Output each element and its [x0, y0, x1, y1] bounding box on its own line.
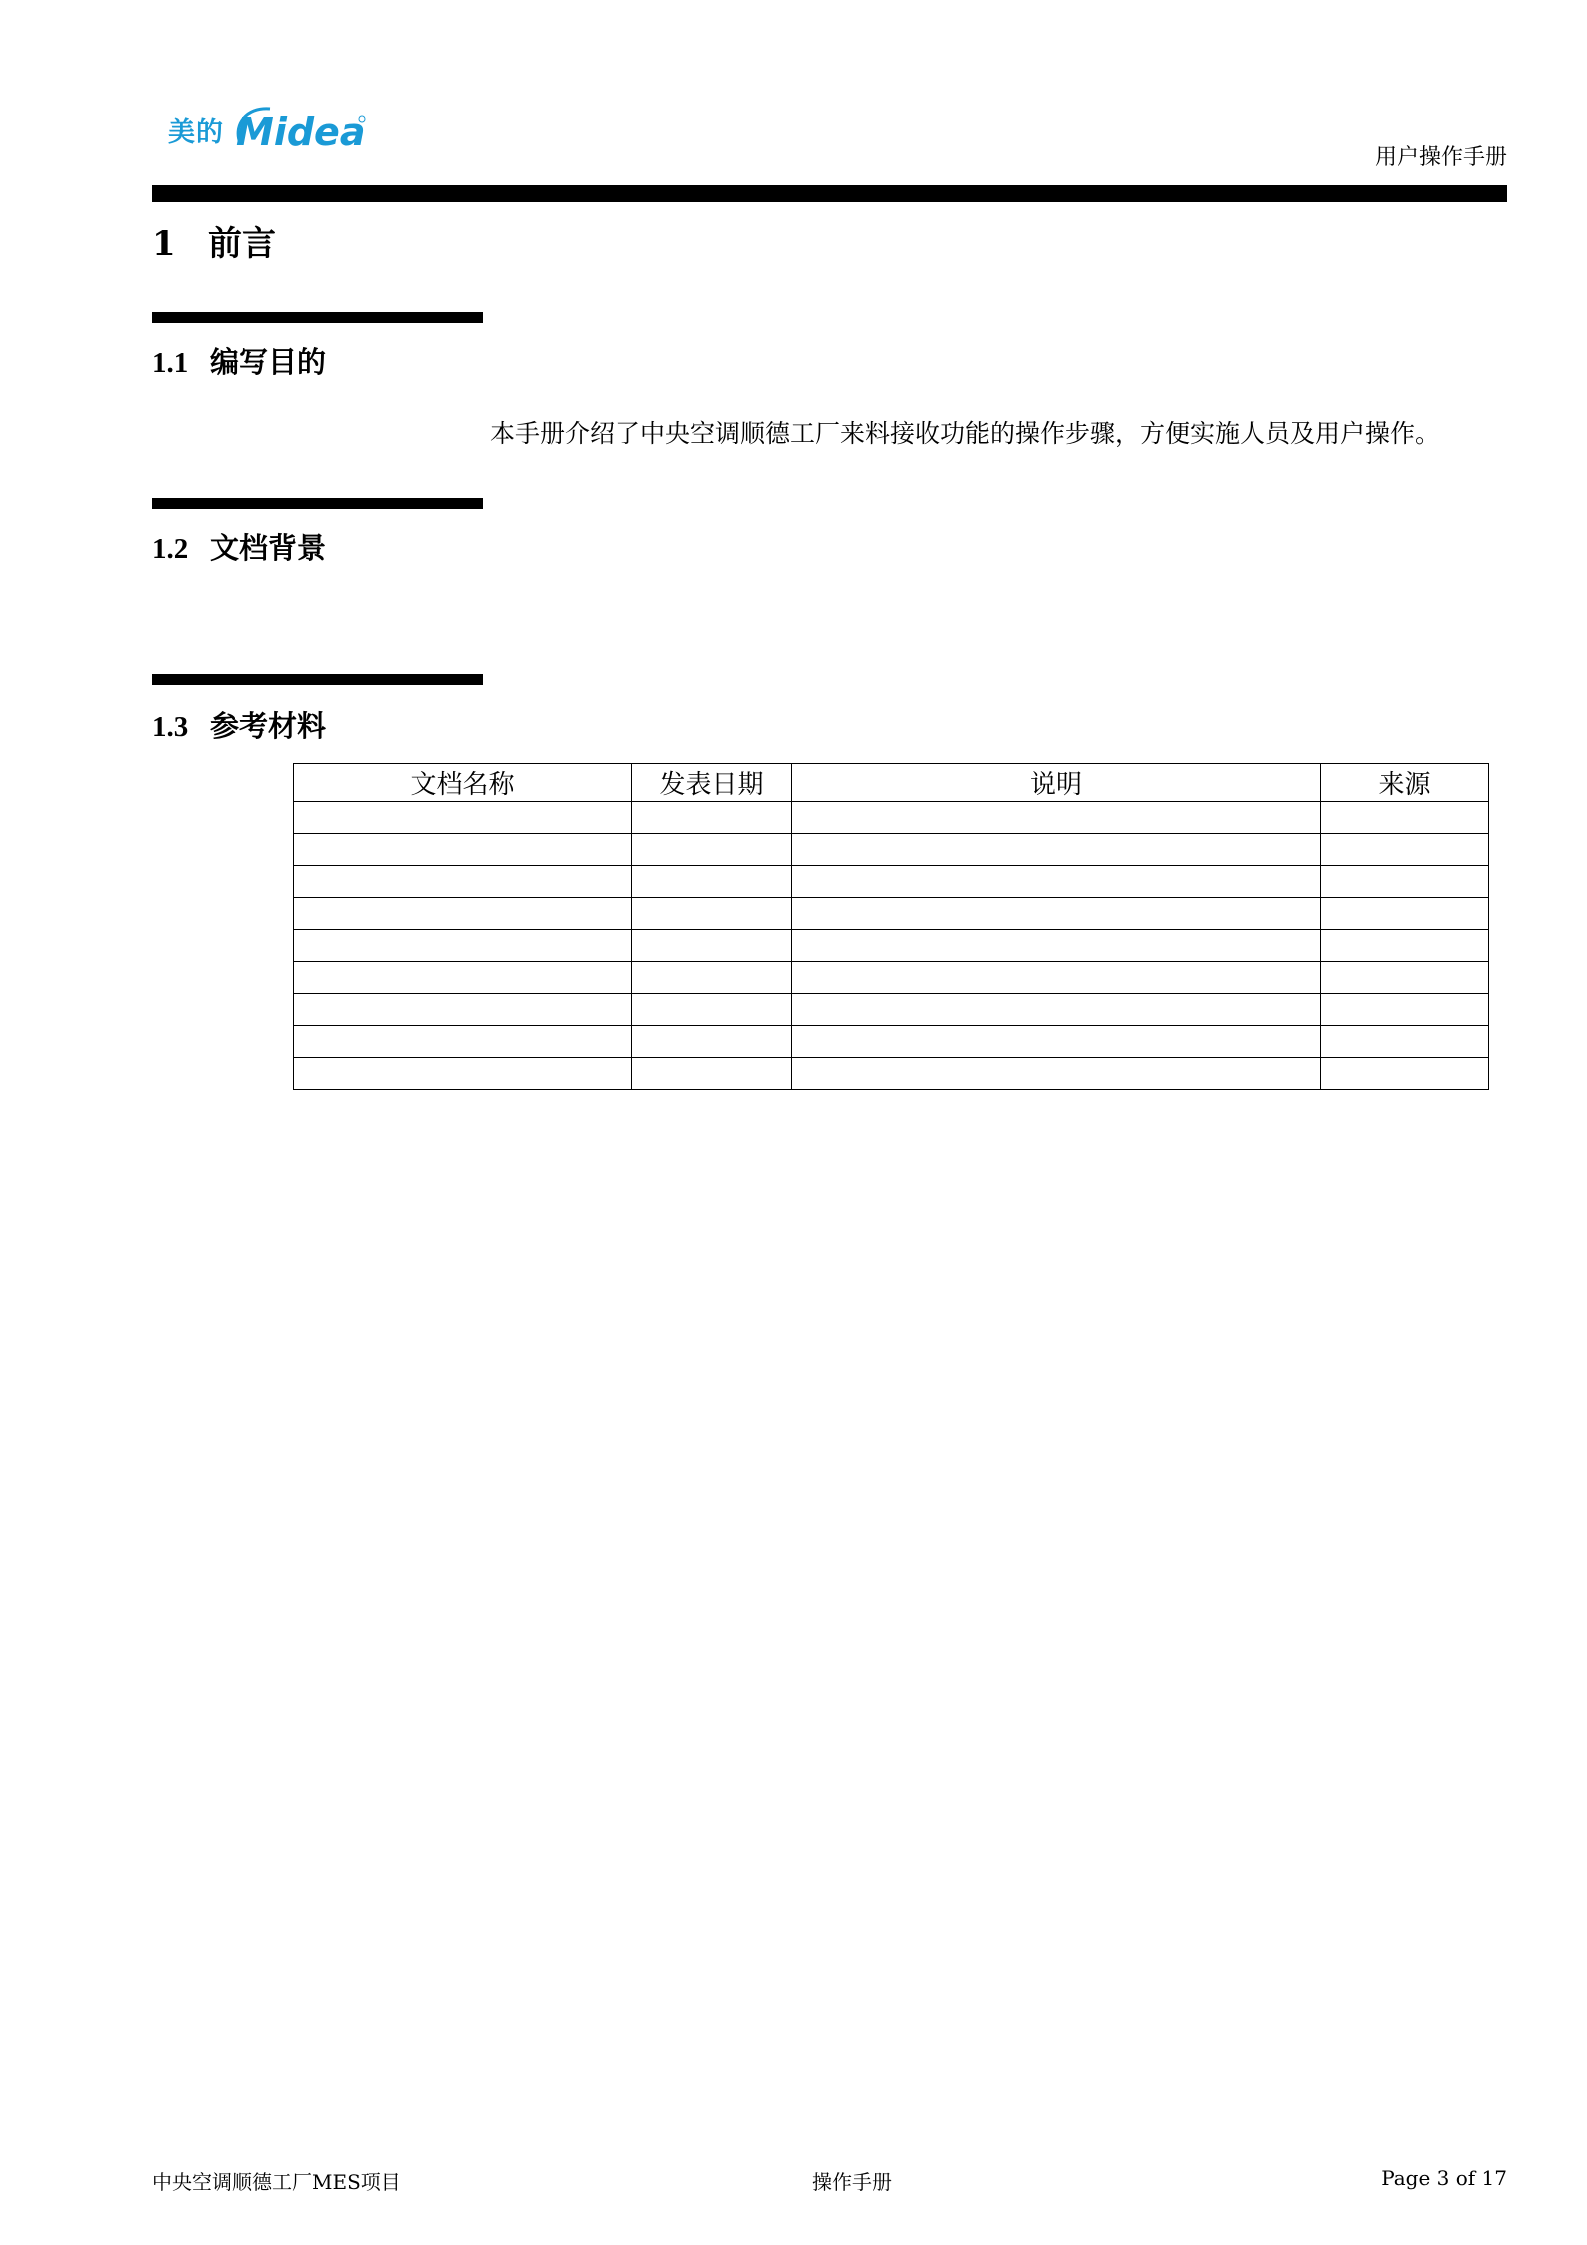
table-cell — [1321, 994, 1489, 1026]
table-cell — [792, 866, 1321, 898]
table-row — [294, 834, 1489, 866]
heading-1-title: 前言 — [208, 224, 276, 264]
table-row — [294, 962, 1489, 994]
reference-materials-table — [293, 763, 1489, 1090]
table-cell — [1321, 962, 1489, 994]
table-cell — [632, 962, 792, 994]
table-cell — [632, 898, 792, 930]
table-cell — [294, 994, 632, 1026]
table-header-row — [294, 764, 1489, 802]
table-cell — [792, 994, 1321, 1026]
purpose-paragraph: 本手册介绍了中央空调顺德工厂来料接收功能的操作步骤，方便实施人员及用户操作。 — [490, 419, 1441, 448]
table-cell — [294, 962, 632, 994]
table-cell — [792, 898, 1321, 930]
heading-1-1-number: 1.1 — [152, 347, 189, 379]
section-1-2-rule — [152, 498, 483, 509]
table-row — [294, 1058, 1489, 1090]
col-header-publish-date: 发表日期 — [632, 764, 792, 802]
table-cell — [294, 898, 632, 930]
heading-1-3-title: 参考材料 — [210, 709, 327, 743]
footer-doc-name: 操作手册 — [812, 2170, 892, 2194]
table-cell — [632, 802, 792, 834]
table-cell — [1321, 834, 1489, 866]
heading-1-1 — [152, 340, 326, 381]
table-cell — [1321, 866, 1489, 898]
table-cell — [1321, 930, 1489, 962]
midea-logo — [168, 98, 370, 160]
heading-1-2-number: 1.2 — [152, 533, 189, 565]
table-cell — [294, 930, 632, 962]
table-cell — [1321, 802, 1489, 834]
table-row — [294, 994, 1489, 1026]
heading-1-2 — [152, 526, 326, 567]
col-header-description: 说明 — [792, 764, 1321, 802]
heading-1-number: 1 — [152, 224, 176, 264]
logo-chinese-text: 美的 — [168, 116, 224, 148]
table-cell — [294, 834, 632, 866]
table-cell — [632, 866, 792, 898]
table-cell — [632, 994, 792, 1026]
heading-1 — [152, 216, 276, 265]
heading-1-1-title: 编写目的 — [210, 345, 327, 379]
section-1-3-rule — [152, 674, 483, 685]
header-rule — [152, 185, 1507, 202]
heading-1-3 — [152, 704, 326, 745]
table-cell — [632, 1026, 792, 1058]
heading-1-2-title: 文档背景 — [210, 531, 327, 565]
table-cell — [1321, 1026, 1489, 1058]
table-cell — [294, 1058, 632, 1090]
header-doc-type: 用户操作手册 — [1374, 145, 1507, 170]
col-header-source: 来源 — [1321, 764, 1489, 802]
table-cell — [1321, 898, 1489, 930]
table-cell — [1321, 1058, 1489, 1090]
table-cell — [294, 866, 632, 898]
section-1-1-rule — [152, 312, 483, 323]
table-cell — [792, 1026, 1321, 1058]
table-cell — [792, 962, 1321, 994]
footer-page-number: Page 3 of 17 — [1381, 2166, 1507, 2190]
table-cell — [632, 834, 792, 866]
logo-english-text: Midea — [236, 110, 366, 154]
table-row — [294, 1026, 1489, 1058]
table-cell — [294, 802, 632, 834]
table-cell — [294, 1026, 632, 1058]
table-cell — [792, 802, 1321, 834]
midea-wordmark-icon — [230, 99, 370, 159]
table-cell — [792, 834, 1321, 866]
table-row — [294, 898, 1489, 930]
table-cell — [792, 930, 1321, 962]
table-cell — [632, 1058, 792, 1090]
col-header-doc-name: 文档名称 — [294, 764, 632, 802]
table-row — [294, 930, 1489, 962]
table-row — [294, 866, 1489, 898]
footer-project: 中央空调顺德工厂MES项目 — [152, 2170, 401, 2194]
heading-1-3-number: 1.3 — [152, 711, 189, 743]
table-cell — [792, 1058, 1321, 1090]
table-row — [294, 802, 1489, 834]
table-cell — [632, 930, 792, 962]
